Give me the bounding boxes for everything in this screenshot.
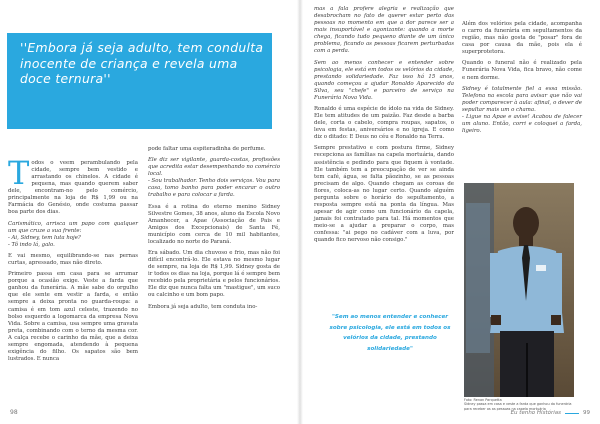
left-page (0, 0, 298, 424)
paragraph: Embora já seja adulto, tem conduta ino- (148, 303, 258, 310)
photo-caption: Foto: Renan Parquetta Sidney passa em casa e veste a farda que ganhou da funerária para receber os as pessoas na capela mortuária (464, 398, 572, 411)
pull-quote: ''Embora já seja adulto, tem condulta inocente de criança e revela uma doce ternura'' (20, 40, 264, 86)
paragraph: Além dos velórios pela cidade, acompanha o carro da funerária em sepultamentos da região, mas não gosta de "posar" fora de casa por causa da mãe, pois ela é superprotetora. (462, 21, 582, 56)
paragraph: Era sábado. Um dia chuvoso e frio, mas não foi difícil encontrá-lo. Ele estava no mesmo lugar de sempre, na loja de R$ 1,99. Sidney gosta de ir todos os dias na loja, porque lá é sempre bem recebido pela proprietária e pelos funcionários. Ele diz que nunca falta um "mastigue", um suco ou calcinho e um bom papo. (148, 250, 280, 299)
highlight-quote: "Sem ao menos entender e conhecer sobre psicologia, ele está em todos os velórios da cidade, prestando solidariedade" (329, 314, 451, 352)
page-number: 98 (10, 409, 18, 416)
paragraph: Ronaldo é uma espécie de ídolo na vida de Sidney. Ele tem atitudes de um paizão. Faz desde a barba dele, corta o cabelo, compra roupas, sapatos, o leva em festas, aniversários e no igreja. E como diz o ditado: E Deus no céu e Ronaldo na Terra. (314, 105, 454, 141)
running-footer: Eu tenho Histórias (510, 410, 561, 416)
paragraph: Quando o funeral não é realizado pela Funerária Nova Vida, fica bravo, não come e nem dorme. (462, 60, 582, 81)
photo-illustration (464, 183, 574, 397)
right-column-2 (462, 21, 582, 139)
paragraph: pode faltar uma espiteradinha de perfume. (148, 146, 266, 152)
paragraph: Primeiro passa em casa para se arrumar porque a ocasião exige. Veste a farda que ganhou da funerária. A mãe sabe do orgulho que ele sente em vestir a farda, e então sempre a deixa pronta no guarda-roupa: a camisa é em tom azul celeste, trazendo no bolso esquerdo a logomarca da empresa Nova Vida. Sobre a camisa, usa sempre uma gravata preta, combinando com o terno da mesma cor. A calça recebe o carinho da mãe, que a deixa sempre engomada, atendendo à pequena exigência do filho. Os sapatos são bem lustrados. E nunca (8, 271, 138, 362)
paragraph: E vai mesmo, equilibrando-se nas pernas curtas, apressado, mas não direto. (8, 252, 138, 267)
paragraph: Sidney é totalmente fiel a essa missão. Telefona na escola para avisar que não vai poder comparecer à aula: afinal, o dever de sepultar mais um o chama. - Ligue na Apae e avise! Acabou de falecer um aluno. Então, corri e coloquei a farda, ligeiro. (462, 85, 582, 135)
paragraph: Essa é a rotina do eterno menino Sidney Silvestre Gomes, 38 anos, aluno da Escola Novo Amanhecer, a Apae (Associação de Pais e Amigos dos Excepcionais) de Santa Fé, município com cerca de 10 mil habitantes, localizado no norte do Paraná. (148, 203, 280, 245)
paragraph-text: odos o veem perambulando pela cidade, sempre bem vestido e arrastando os chinelos. A cidade é pequena, mas quando querem saber dele, encontram-no pelo comércio, principalmente na loja de R$ 1,99 ou na Farmácia do Genésio, onde costuma passar boa parte dos dias. (8, 160, 138, 216)
photo-sidney (464, 183, 574, 397)
left-column-2 (148, 146, 280, 315)
paragraph (8, 153, 138, 216)
drop-cap: T (8, 154, 30, 193)
right-column-1 (314, 6, 454, 248)
pull-quote-banner (7, 33, 272, 129)
page-number: 99 (583, 410, 590, 416)
spine-shadow (297, 0, 303, 424)
paragraph: Carismático, arrisca um papo com qualquer um que cruze a sua frente: - Ai, Sidney, tem luta hoje? - Tô indo lá, galo. (8, 220, 138, 248)
paragraph: mas a fala profere alegria e realização que desabrocham no fato de querer estar perto das pessoas no momento em que a dor parece ser a mais insuportável e agonizante: quando a morte chega, ficando tudo pequeno diante de um único problema, ficando as pessoas ficarem perturbadas com a perda. (314, 6, 454, 55)
left-column-1 (8, 153, 138, 367)
paragraph: Ele diz ser vigilante, guarda-costas, profissões que acredita estar desempenhando no comércio local. - Sou trabalhador. Tenho dois serviços. Vou para casa, tomo banho para poder encarar o outro trabalho e para colocar a farda. (148, 157, 281, 199)
paragraph: Sempre prestativo e com postura firme, Sidney recepciona as famílias na capela mortuária, dando assistência e pedindo para que fiquem à vontade. Ele também tem a preocupação de ver se ainda tem café, água, se falta pãozinho, se as pessoas precisam de algo. Quando chegam as coroas de flores, coloca-as no lugar certo. Quando alguém pergunta sobre o horário do sepultamento, a resposta sempre está na ponta da língua. Mas apesar de agir como um funcionário da capela, jamais foi contratado para tal. Há momentos que meio-se a ajudar a preparar o corpo, mas confessa: "ai pego no cadáver com a luva, por quando fico nervoso não consigo." (314, 145, 454, 244)
footer-rule (565, 413, 579, 414)
page-footer (511, 410, 590, 416)
paragraph: Sem ao menos conhecer e entender sobre psicologia, ele está em todos os velórios da cidade, prestando solidariedade. Faz isso há 15 anos, quando começou a ajudar Ronaldo Aparecido da Silva, seu "chefe" e parceiro de serviço na Funerária Nova Vida. (314, 59, 454, 101)
